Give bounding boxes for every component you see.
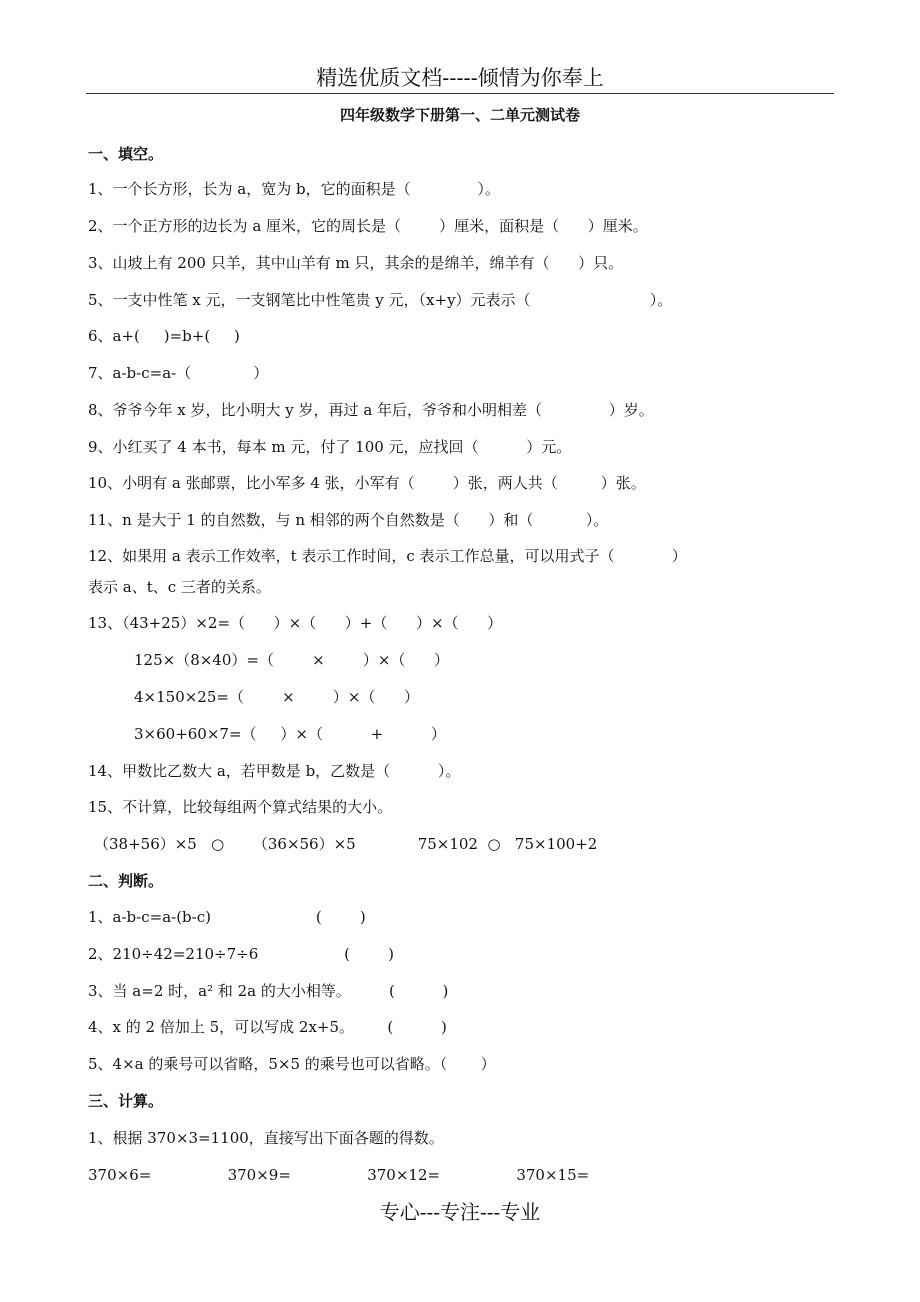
question-14: 14、甲数比乙数大 a，若甲数是 b，乙数是（ ）。 <box>88 762 461 780</box>
question-6: 6、a+( )=b+( ) <box>88 327 240 345</box>
section-calculate: 三、计算。 <box>88 1092 164 1110</box>
page-header: 精选优质文档-----倾情为你奉上 <box>316 66 604 90</box>
judge-1: 1、a-b-c=a-(b-c) ( ) <box>88 908 366 926</box>
question-13-row-3: 4×150×25=（ × ）×（ ） <box>134 688 420 706</box>
judge-3: 3、当 a=2 时，a² 和 2a 的大小相等。 ( ) <box>88 982 449 1000</box>
question-2: 2、一个正方形的边长为 a 厘米，它的周长是（ ）厘米，面积是（ ）厘米。 <box>88 217 648 235</box>
section-judge: 二、判断。 <box>88 872 164 890</box>
judge-4: 4、x 的 2 倍加上 5，可以写成 2x+5。 ( ) <box>88 1018 447 1036</box>
page-title: 四年级数学下册第一、二单元测试卷 <box>339 106 580 124</box>
question-15: 15、不计算，比较每组两个算式结果的大小。 <box>88 798 393 816</box>
page-footer: 专心---专注---专业 <box>379 1200 541 1224</box>
question-15-compare: （38+56）×5 ○ （36×56）×5 75×102 ○ 75×100+2 <box>94 835 598 853</box>
question-11: 11、n 是大于 1 的自然数，与 n 相邻的两个自然数是（ ）和（ ）。 <box>88 511 609 529</box>
question-9: 9、小红买了 4 本书，每本 m 元，付了 100 元，应找回（ ）元。 <box>88 438 572 456</box>
calc-1-row: 370×6= 370×9= 370×12= 370×15= <box>88 1166 590 1184</box>
judge-2: 2、210÷42=210÷7÷6 ( ) <box>88 945 394 963</box>
question-3: 3、山坡上有 200 只羊，其中山羊有 m 只，其余的是绵羊，绵羊有（ ）只。 <box>88 254 624 272</box>
judge-5: 5、4×a 的乘号可以省略，5×5 的乘号也可以省略。（ ） <box>88 1055 496 1073</box>
header-divider <box>86 93 834 94</box>
question-10: 10、小明有 a 张邮票，比小军多 4 张，小军有（ ）张，两人共（ ）张。 <box>88 474 646 492</box>
question-13-row-4: 3×60+60×7=（ ）×（ + ） <box>134 725 446 743</box>
calc-1: 1、根据 370×3=1100，直接写出下面各题的得数。 <box>88 1129 444 1147</box>
question-8: 8、爷爷今年 x 岁，比小明大 y 岁，再过 a 年后，爷爷和小明相差（ ）岁。 <box>88 401 654 419</box>
question-5: 5、一支中性笔 x 元，一支钢笔比中性笔贵 y 元，（x+y）元表示（ ）。 <box>88 291 673 309</box>
question-1: 1、一个长方形，长为 a，宽为 b，它的面积是（ ）。 <box>88 180 500 198</box>
section-fill-blank: 一、填空。 <box>88 145 164 163</box>
question-7: 7、a-b-c=a-（ ） <box>88 364 269 382</box>
question-12-continued: 表示 a、t、c 三者的关系。 <box>88 578 271 596</box>
question-13: 13、（43+25）×2=（ ）×（ ）+（ ）×（ ） <box>88 614 503 632</box>
question-12: 12、如果用 a 表示工作效率，t 表示工作时间，c 表示工作总量，可以用式子（ ） <box>88 547 687 565</box>
question-13-row-2: 125×（8×40）=（ × ）×（ ） <box>134 651 450 669</box>
